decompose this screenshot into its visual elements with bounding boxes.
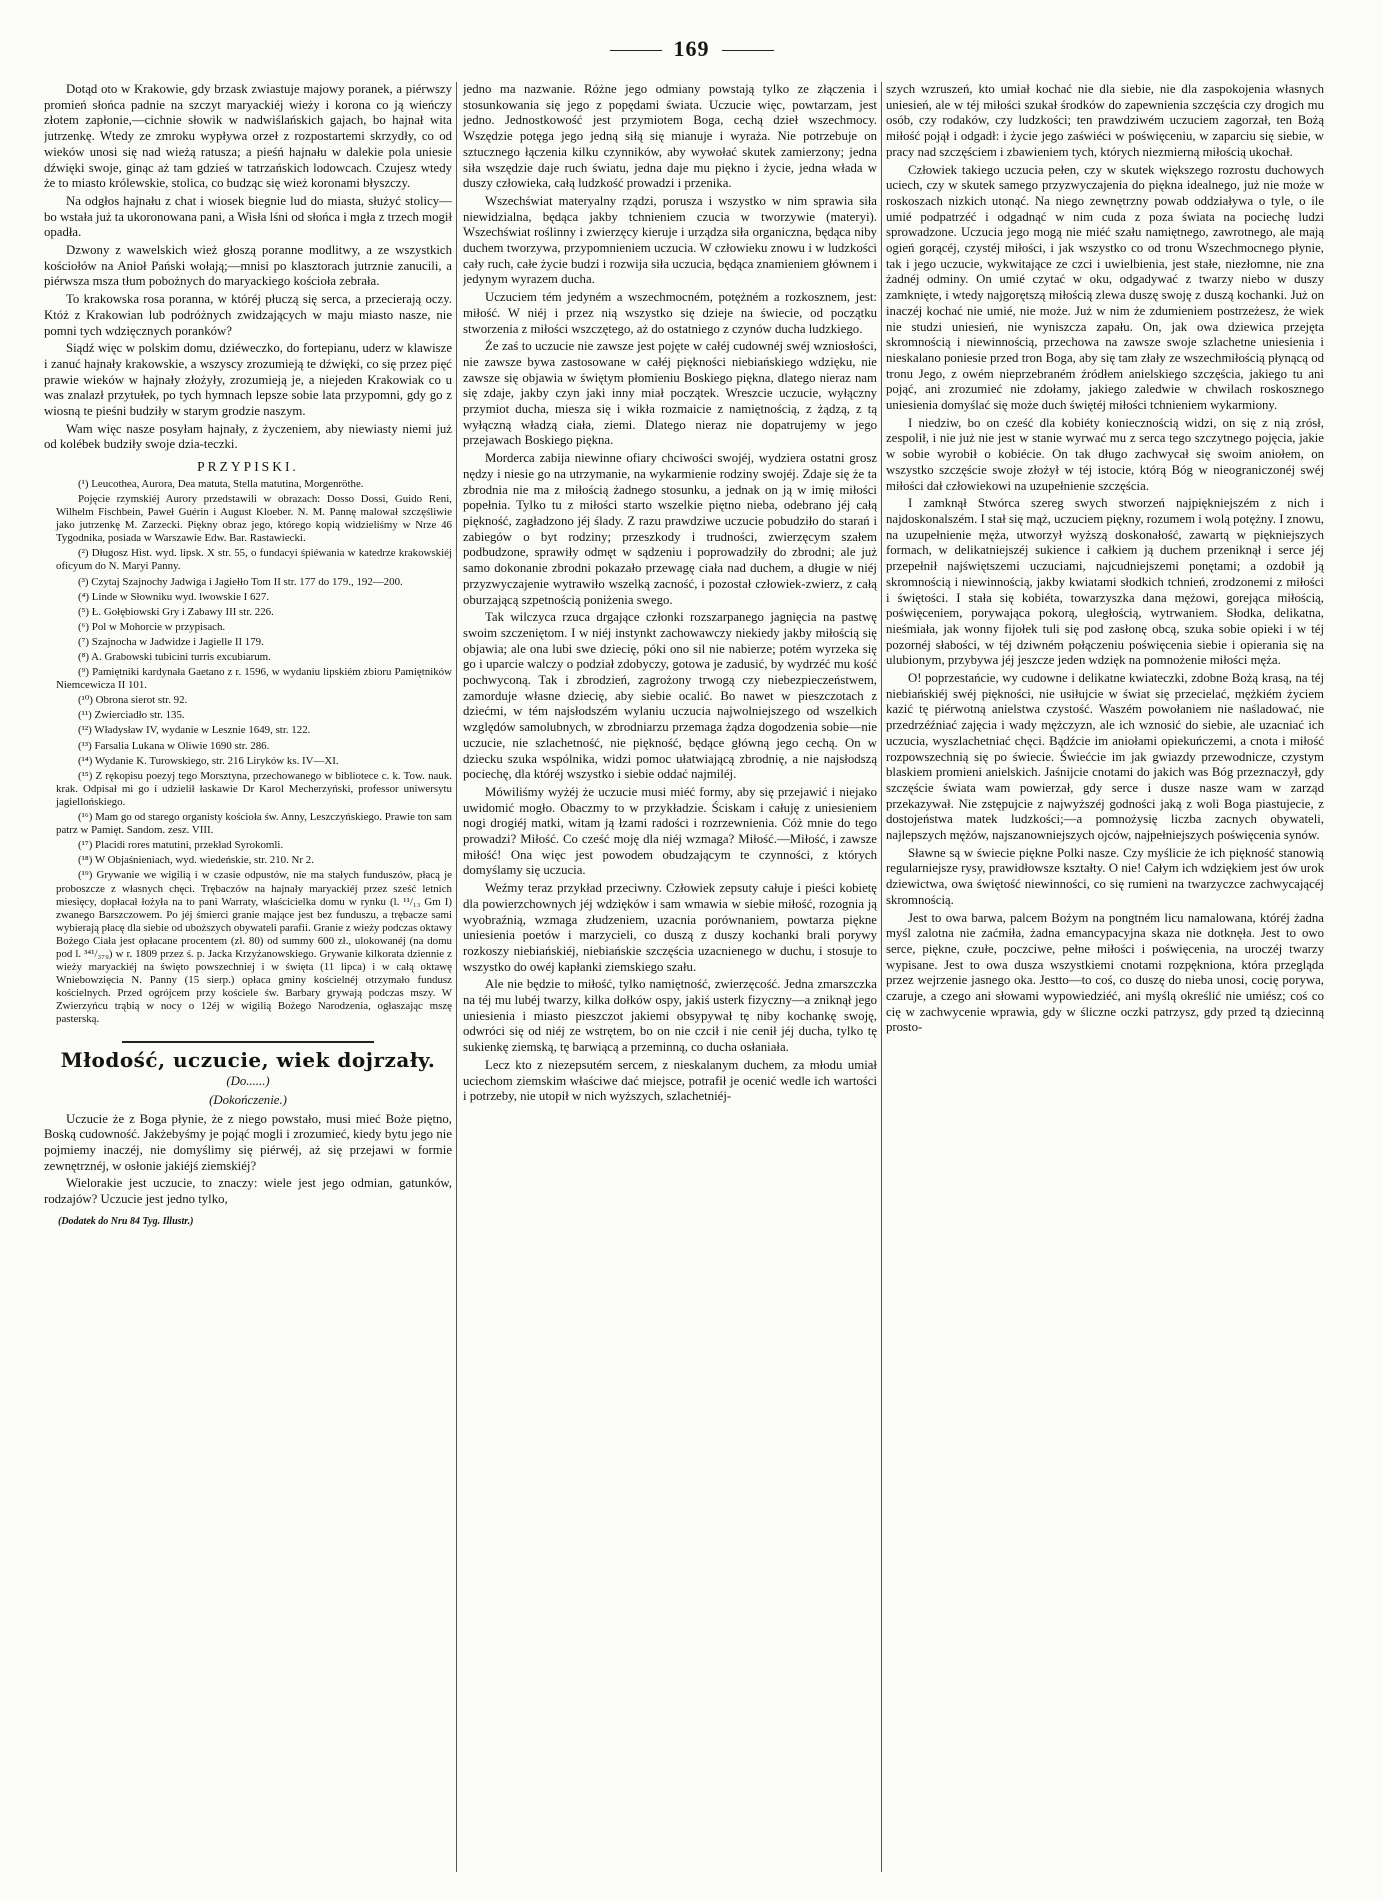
footnote: (¹⁵) Z rękopisu poezyj tego Morsztyna, przechowanego w bibliotece c. k. Tow. nauk. krak. Odpisał mi go i udzielił łaskawie Dr Karol Mecherzyński, professor uniwersytu jagiellońskiego. xyxy=(56,769,452,808)
footnote: (¹¹) Zwierciadło str. 135. xyxy=(78,709,185,722)
paragraph: Jest to owa barwa, palcem Bożym na pongtném licu namalowana, któréj żadna myśl zalotna nie zaćmiła, żadna emancypacyjna skaza nie dotknęła. Jest to owo serce, piękne, czułe, poczciwe, pełne miłości i poświęcenia, na uroczéj twarzy wypisane. Jest to owa dusza wszystkiemi cnotami rozpękniona, która przegląda przez wejrzenie jasnego oka. Jestto—to coś, co duszę do nieba unosi, cocię porywa, czaruje, a czego ani słowami wypowiedziéć, ani myślą określić nie umiész; coś co cię w zachwycenie wprawia, gdy w śliczne oczki patrzysz, gdy przed tą dziecinną prosto- xyxy=(886,910,1324,1035)
column-3 xyxy=(886,82,1324,1872)
paragraph: Mówiliśmy wyżéj że uczucie musi miéć formy, aby się przejawić i niejako uwidomić mogło. Obaczmy to w przykładzie. Ściskam i całuję z uniesieniem nogi drogiéj matki, witam ją łzami radości i rozrzewnienia. Cóż mnie do tego prowadzi? Miłość. Co cześć moję dla niéj wzmaga? Miłość.—Miłość, i zawsze miłość! Ona więc jest powodem obudzającym te czynności, z których domyślamy się uczucia. xyxy=(463,784,877,878)
paragraph: Morderca zabija niewinne ofiary chciwości swojéj, wydziera ostatni grosz nędzy i niesie go na utrzymanie, na wykarmienie rodziny swojéj. Zdaje się że ta zbrodnia nie ma z miłością żadnego stosunku, a jednak on ją w imię miłości popełnia. Tylko tu z miłości starto wszelkie piętno nieba, odebrano jéj całą piękność, zagładzono jéj ślady. Z razu prawdziwe uczucie pobudziło do starań i zabiegów o byt rodziny; przeszkody i trudności, zwierzęcym szałem podbudzone, sprawiły odmęt w sądzeniu i poprowadziły do zbrodni; ale już samo dokonanie zbrodni pokazało przewagę ciała nad duchem, a długie w niéj przyzwyczajenie wytrawiło wszelką zacność, i pozostał człowiek-zwierz, z całą oburzającą szpetnością poniżenia swego. xyxy=(463,451,877,607)
footnote: (⁵) Ł. Gołębiowski Gry i Zabawy III str. 226. xyxy=(78,605,274,618)
paragraph: Na odgłos hajnału z chat i wiosek biegnie lud do miasta, służyć stolicy—bo wstała już ta ukoronowana pani, a Wisła lśni od słońca i mgła z trzech mogił opadła. xyxy=(44,193,452,240)
header-rule-right xyxy=(722,50,774,51)
supplement-footer: (Dodatek do Nru 84 Tyg. Illustr.) xyxy=(58,1215,194,1227)
footnote: (¹⁸) W Objaśnieniach, wyd. wiedeńskie, str. 210. Nr 2. xyxy=(78,854,314,867)
paragraph: O! poprzestańcie, wy cudowne i delikatne kwiateczki, zdobne Bożą krasą, na téj niebiańskiéj swéj piękności, nie usiłujcie w świat się przecielać, mężkiém życiem kazić tę piérwotną anielstwa czystość. Waszém powołaniem nie naśladować, nie przedrzéźniać zajęcia i wady mężczyzn, ale ich wznosić do siebie, ale uzacniać ich uczucia, wyszlachetniać chęci. Bądźcie im aniołami opiekuńczemi, a cnota i miłość rozpowszechnią się po świecie. Świećcie im jak gwiazdy przewodnicze, czystym blaskiem promieni anielskich. Jaśnijcie cnotami do jakich was Bóg przeznaczył, gdy szczęście świata wam powierzał, gdy serce i dusze nasze wam w zarząd przekazywał. Nie zstępujcie z najwyższéj godności jaką z woli Boga piastujecie, z dostojeństwa matek ludzkości;—a pomnożysię liczba zacnych obywateli, najlepszych mężów, najszanowniejszych ojców, najpełniejszych poświęcenia synów. xyxy=(886,671,1324,843)
paragraph: I zamknął Stwórca szereg swych stworzeń najpiękniejszém z nich i najdoskonalszém. I stał się mąż, uczuciem piękny, rozumem i wolą potężny. I znowu, na uzupełnienie męża, utworzył wyższą doskonałość, zawartą w piękniejszych formach, w delikatniejszéj sukience i całkiem ją duchem przeniknął i serce jéj przepełnił najświętszemi uczuciami, najcudniejszemi ponętami; a ozdobił ją skromnością i niewinnością, jakby kwiatami słodkich tchnień, zrodzonemi z miłości i świętości. I stała się kobiéta, towarzyszka dana mężowi, gorejąca miłością, poświęceniem, porywająca pokorą, uległością, wytrwaniem. Słodka, delikatna, nieśmiała, jak wonny fijołek tuli się pod zasłonę obcą, szuka sobie opieki i w téj pozornéj słabości, w téj dziwném połączeniu poświęcenia siebie i opierania się na ulubionym, przybywa jéj jeszcze jeden wdzięk na pomnożenie miłości męża. xyxy=(886,496,1324,668)
paragraph: Wszechświat materyalny rządzi, porusza i wszystko w nim sprawia siła niewidzialna, będąca jakby tchnieniem czucia w tworzywie (materyi). Wszechświat roślinny i zwierzęcy kieruje i urządza siła organiczna, będąca niby duchem tworzywa, przypomnieniem uczucia. W człowieku znowu i w ludzkości cały ruch, całe życie budzi i rozwija siła uczucia, będąca znamieniem głównem i jedynym wyrazem ducha. xyxy=(463,193,877,287)
footnote: (¹³) Farsalia Lukana w Oliwie 1690 str. 286. xyxy=(78,739,270,752)
footnote: (⁹) Pamiętniki kardynała Gaetano z r. 1596, w wydaniu lipskiém zbioru Pamiętników Niemcewicza II 101. xyxy=(56,666,452,692)
footnote: (³) Czytaj Szajnochy Jadwiga i Jagiełło Tom II str. 177 do 179., 192—200. xyxy=(78,575,403,588)
footnote: (⁸) A. Grabowski tubicini turris excubiarum. xyxy=(78,651,271,663)
footnotes-list xyxy=(44,478,452,1027)
paragraph: jedno ma nazwanie. Różne jego odmiany powstają tylko ze złączenia i stosunkowania się jego z popędami świata. Uczucie więc, powtarzam, jest jedno. Jednostkowość jest przymiotem Boga, cechą dzieł wszechmocy. Wszędzie potęga jego jedną siłą się mianuje i wyraża. Nie potrzebuje on sztucznego łączenia kilku czynników, aby wywołać skutek zamierzony; jedna siła wszędzie daje ruch światu, jedna daje mu piękno i życie, jedna włada w duszy człowieka, całą ludzkość prowadzi i przenika. xyxy=(463,82,877,191)
paragraph: I niedziw, bo on cześć dla kobiéty koniecznością widzi, on się z nią zrósł, zespolił, i nie już nie jest w stanie wyrwać mu z serca tego szczytnego pojęcia, jakie w sobie wyrobił o kobiécie. On tak długo zachwycał się swoim aniołem, on wszystko szczęście swoje złożył w téj istocie, którą Bóg w nieograniczonéj swéj miłości dał człowiekowi na uzupełnienie szczęścia. xyxy=(886,415,1324,493)
paragraph: Weźmy teraz przykład przeciwny. Człowiek zepsuty całuje i pieści kobietę dla powierzchownych jéj wdzięków i sam wmawia w siebie miłość, rozognia ją wyobraźnią, wzmaga złudzeniem, uzacnia porównaniem, powtarza piękne uniesienia poetów i marzycieli, co duszą z duszy kochanki brali porywy rozkoszy niebiańskiéj, niebiańskie szczęścia uzacnienego w duchu, i stosuje to wszystko do owéj kapłanki ziemskiego szału. xyxy=(463,881,877,974)
notes-heading: PRZYPISKI. xyxy=(197,459,299,475)
paragraph: Uczuciem tém jedyném a wszechmocném, potężném a rozkosznem, jest: miłość. W niéj i przez nią wszystko się dzieje na świecie, od początku stworzenia z miłości wszczętego, aż do ostatniego z czynów ducha ludzkiego. xyxy=(463,290,877,336)
paragraph: Lecz kto z niezepsutém sercem, z nieskalanym duchem, za młodu umiał uciechom ziemskim właściwe dać miejsce, potrafił je ocenić wedle ich wartości i potrzeby, nie utopił w nich wyższych, szlachetniéj- xyxy=(463,1057,877,1104)
paragraph: Że zaś to uczucie nie zawsze jest pojęte w całéj cudownéj swéj wzniosłości, nie zawsze bywa zastosowane w całéj piękności niebiańskiego wdzięku, nie zawsze się objawia w świętym płomieniu Boskiego piękna, dlatego nieraz nam się zdaje, jakby czyn jaki inny miał początek. Wreszcie uczucie, wyłączny przymiot ducha, miesza się i wikła rozmaicie z namiętnością, z żądzą, z tą wyłączną władzą ciała, ziemi. Dlatego nieraz nie dopatrujemy w jego przejawach Boskiego piękna. xyxy=(463,339,877,448)
footnote: (⁶) Pol w Mohorcie w przypisach. xyxy=(78,620,226,633)
column-rule xyxy=(881,82,882,1872)
page-number xyxy=(0,36,1383,62)
hajnal-article-body xyxy=(44,82,452,453)
article-body-start xyxy=(44,1112,452,1208)
footnote: Pojęcie rzymskiéj Aurory przedstawili w obrazach: Dosso Dossi, Guido Reni, Wilhelm Fischbein, Paweł Guérin i August Kloeber. N. M. Pannę malował szczęśliwie jako jutrzenkę M. Zarzecki. Piękny obraz jego, którego kopią widzieliśmy w Nrze 46 Tygodnika, posiada w Warszawie Edw. Bar. Rastawiecki. xyxy=(56,492,452,545)
paragraph: Tak wilczyca rzuca drgające członki rozszarpanego jagnięcia na pastwę swoim szczeniętom. I w niéj instynkt zachowawczy niekiedy jakby miłością się objawia; ale ona lubi swe dziecię, póki ono sil nie nabierze; potém wyrzeka się go i uparcie walczy o podział zdobyczy, gotowa je zadusić, by wydrzéć mu kość pochwyconą. Tak i zbrodzień, zagrożony trwogą czy niebezpieczeństwem, zamorduje własne dziecię, aby siebie ocalić. Bo nawet w pieszczotach z dziećmi, w tém najsłodszém wylaniu uczucia najwolniejszego od wszelkich względów samolubnych, w zbrodniarzu przemaga żądza dogodzenia sobie—nie uczucie, nie szlachetność, nie piękność, będące główną jego cechą. On w dziecku szuka wspólnika, widzi pomoc ułatwiającą zbrodnię, a nie najsłodszą pociechę, dla któréj wszystko i siebie oddać najmiléj. xyxy=(463,610,877,782)
paragraph: Ale nie będzie to miłość, tylko namiętność, zwierzęcość. Jedna zmarszczka na téj mu lubéj twarzy, kilka dołków ospy, jakiś usterk fizyczny—a zniknął jego uniesienia i miasto pieszczot jakiemi obsypywał tę niby kochankę swoję, odwróci się od niéj ze wstrętem, bo on nie czcił i nie cenił jéj ducha, tylko tę sukienkę ziemską, tę barwiącą a przeminną, co ducha osłaniała. xyxy=(463,977,877,1055)
footnote: (¹⁹) Grywanie we wigilią i w czasie odpustów, nie ma stałych funduszów, płacą je proboszcze z własnych chęci. Trębaczów na hajnały maryackiéj przez sześć letnich miesięcy, dopłacał łożyła na to pani Warraty, właścicielka domu w rynku (l. ¹¹/₁₃ Gm I) zwanego Barszczowem. Po jéj śmierci granie mające jest bez funduszu, a trębacze sami wybierają płacę dla siebie od uboższych obywateli parafii. Granie z wieży podczas oktawy Bożego Ciała jest opłacane procentem (zł. 80) od summy 600 zł., ulokowanéj (na domu pod l. ³⁴¹/₃₇₉) w r. 1809 przez ś. p. Jacka Krzyżanowskiego. Grywanie kilkorata dziennie z wieży maryackiéj na święto powszechniej i w święta (11 lipca) i w całą oktawę Wniebowzięcia N. Panny (15 sierp.) opłaca gminy kościelnéj otrzymało fundusz kościelnych. Przed ogrójcem przy kościele św. Barbary grywają podczas mszy. W Zwierzyńcu trąbią w nocy o 12éj w wigilią Bożego Narodzenia, ogłaszając mszę pasterską. xyxy=(56,869,452,1026)
column-2 xyxy=(463,82,877,1872)
footnote: (¹⁰) Obrona sierot str. 92. xyxy=(78,694,188,707)
footnote: (²) Długosz Hist. wyd. lipsk. X str. 55, o fundacyi śpiéwania w katedrze krakowskiéj oficyum do N. Maryi Panny. xyxy=(56,547,452,573)
paragraph: Wielorakie jest uczucie, to znaczy: wiele jest jego odmian, gatunków, rodzajów? Uczucie jest jedno tylko, xyxy=(44,1176,452,1207)
header-rule-left xyxy=(610,50,662,51)
paragraph: Wam więc nasze posyłam hajnały, z życzeniem, aby niewiasty niemi już od kolébek budziły swoje dzia-teczki. xyxy=(44,421,452,452)
paragraph: Uczucie że z Boga płynie, że z niego powstało, musi mieć Boże piętno, Boską cudowność. Jakżebyśmy je pojąć mogli i zrozumieć, kiedy bytu jego nie pojmiemy inaczéj, nie domyślimy się piérwéj, aż się przejawi w formie zewnętrznéj, w osłonie jakiéjś ziemskiéj? xyxy=(44,1111,452,1173)
footnote: (⁴) Linde w Słowniku wyd. lwowskie I 627. xyxy=(78,590,270,603)
article-author: (Do......) xyxy=(226,1074,270,1089)
footnote: (⁷) Szajnocha w Jadwidze i Jagielle II 179. xyxy=(78,635,264,648)
column-1 xyxy=(44,82,452,1872)
paragraph: Sławne są w świecie piękne Polki nasze. Czy myślicie że ich piękność stanowią regularniejsze rysy, prawidłowsze kształty. O nie! Całym ich wdziękiem jest ów urok dziewictwa, owa świętość niewinności, co się rumieni na twarzyczce zachwycającéj skromnością. xyxy=(886,845,1324,907)
paragraph: Dotąd oto w Krakowie, gdy brzask zwiastuje majowy poranek, a piérwszy promień słońca padnie na szczyt maryackiéj wieży i korona co ją wieńczy złotem zapłonie,—cichnie słowik w nadwiślańskich gajach, bo hajnał wita jutrzenkę. Wtedy ze zmroku wypływa orzeł z rozpostartemi skrzydły, co od wieków unosi się nad wieżą ratusza; a pieśń hajnału w dalekie pola uniesie dźwięki swoje, ginąc aż tam gdzieś w tatrzańskich lodowcach. Czujesz wtedy że to miasto królewskie, stolica, co budząc się wież koronami błyszczy. xyxy=(44,82,452,191)
paragraph: Człowiek takiego uczucia pełen, czy w skutek większego rozrostu duchowych uciech, czy w skutek samego przyzwyczajenia do piękna idealnego, już nie może w roskoszach nizkich utonąć. Na niego zewnętrzny powab oddziaływa o tyle, o ile umié podpatrzéć i odgadnąć w nim cuda z poza świata na pociechę ludzi sprowadzone. Uczucia jego mogą nie miéć szału namiętnego, zawrotnego, ale mają ogień gorącéj, czystéj miłości, i jak wszystko co od tronu Wszechmocnego płynie, tak i jego uczucie, wykwitające ze czci i uwielbienia, jest stałe, niezłomne, nie zna żadnéj odminy. On umié czytać w oku, odgadywać z twarzy niebo w duszy zamknięte, i wtedy najgorętszą miłością zlewa duszę swoję z duszą kochanki. Już on inaczéj kochać nie umié, nie może. Już w nim że zdumieniem postrzeżesz, że wiek nie studzi uniesień, nie wyniszcza zapału. On, jak owa dziewica przejęta skromnością i niewinnością, przechowa na zawsze swoje szlachetne uniesienia i nieskalano poniesie przed tron Boga, aby się tam złały ze wszechmiłością płynącą od tronu Jego, z owém nieprzebraném źródłem anielskiego szczęścia, jakiego tu ani pojąć, ani zrozumieć nie zdołamy, jakiego zaledwie w chwilach roskosznego uniesienia domyślać się może duch świętéj miłości tchnieniem wykarmiony. xyxy=(886,162,1324,413)
continuation-label: (Dokończenie.) xyxy=(209,1092,287,1107)
paragraph: szych wzruszeń, kto umiał kochać nie dla siebie, nie dla zaspokojenia własnych uniesień, ale w téj miłości szukał środków do zapewnienia szczęścia czy drogich mu osób, czy rodaków, czy ludzkości; ten prawdziwém uczuciem zagorzał, ten Bożą miłość pojął i odgadł: i życie jego zaświéci w poświęceniu, w zaparciu się siebie, w pracy nad szczęściem i zbawieniem tych, których niezmierną miłością ukochał. xyxy=(886,82,1324,159)
page-number-text: 169 xyxy=(673,36,710,61)
paragraph: Dzwony z wawelskich wież głoszą poranne modlitwy, a ze wszystkich kościołów na Anioł Pański wołają;—mnisi po klasztorach jutrznie zanucili, a piérwsza msza tłum pobożnych do maryackiego kościoła zebrała. xyxy=(44,243,452,289)
footnote: (¹⁴) Wydanie K. Turowskiego, str. 216 Liryków ks. IV—XI. xyxy=(78,754,339,767)
paragraph: Siądź więc w polskim domu, dziéweczko, do fortepianu, uderz w klawisze i zanuć hajnały krakowskie, a wszyscy zrozumieją te dźwięki, co się przez pięć prawie wieków w hajnały złożyły, zrozumieją je, a niejeden Krakowiak co u was znalazł przytułek, po tych hymnach lepsze sobie lata przypomni, gdy go z wiosną te pieśni budziły w starym grodzie naszym. xyxy=(44,341,452,419)
article-title: Młodość, uczucie, wiek dojrzały. xyxy=(60,1047,436,1072)
footnote: (¹⁶) Mam go od starego organisty kościoła św. Anny, Leszczyńskiego. Prawie ton sam patrz w Pamięt. Sandom. zesz. VIII. xyxy=(56,811,452,837)
footnote: (¹²) Władysław IV, wydanie w Lesznie 1649, str. 122. xyxy=(78,724,311,737)
paragraph: To krakowska rosa poranna, w któréj płuczą się serca, a przecierają oczy. Któż z Krakowian lub podróżnych zwidzających w maju miasto nasze, nie pomni tych wdzięcznych poranków? xyxy=(44,292,452,338)
section-divider xyxy=(122,1041,375,1043)
footnote: (¹⁷) Placidi rores matutini, przekład Syrokomli. xyxy=(78,839,284,852)
column-rule xyxy=(456,82,457,1872)
footnote: (¹) Leucothea, Aurora, Dea matuta, Stella matutina, Morgenröthe. xyxy=(78,477,364,490)
